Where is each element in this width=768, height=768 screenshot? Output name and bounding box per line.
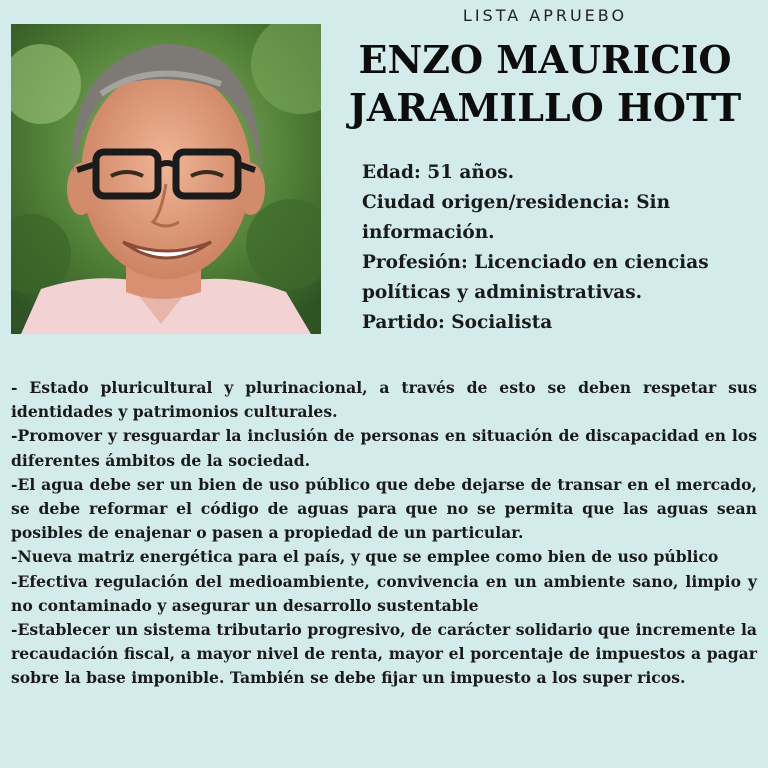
proposals-list	[11, 376, 757, 691]
proposal-item: -Efectiva regulación del medioambiente, convivencia en un ambiente sano, limpio y no contaminado y asegurar un desarrollo sustentable	[11, 571, 757, 615]
proposal-item: -Nueva matriz energética para el país, y que se emplee como bien de uso público	[11, 547, 719, 567]
candidate-name	[330, 36, 760, 132]
proposal-item: -El agua debe ser un bien de uso público que debe dejarse de transar en el mercado, se debe reformar el código de aguas para que no se permita que las aguas sean posibles de enajenar o pasen a propiedad de un particular.	[11, 474, 757, 543]
info-profession: Profesión: Licenciado en ciencias políticas y administrativas.	[362, 252, 709, 303]
proposal-item: -Promover y resguardar la inclusión de personas en situación de discapacidad en los diferentes ámbitos de la sociedad.	[11, 426, 757, 470]
candidate-name-line1: ENZO MAURICIO	[358, 37, 732, 82]
proposal-item: - Estado pluricultural y plurinacional, a través de esto se deben respetar sus identidades y patrimonios culturales.	[11, 378, 757, 422]
proposal-item: -Establecer un sistema tributario progresivo, de carácter solidario que incremente la recaudación fiscal, a mayor nivel de renta, mayor el porcentaje de impuestos a pagar sobre la base imponible. También se debe fijar un impuesto a los super ricos.	[11, 620, 757, 688]
candidate-photo	[11, 24, 321, 334]
info-city: Ciudad origen/residencia: Sin información.	[362, 192, 671, 243]
list-label: LISTA APRUEBO	[462, 6, 628, 25]
candidate-info	[362, 158, 757, 338]
info-age: Edad: 51 años.	[362, 162, 515, 183]
candidate-name-line2: JARAMILLO HOTT	[348, 85, 742, 130]
info-party: Partido: Socialista	[362, 312, 553, 333]
